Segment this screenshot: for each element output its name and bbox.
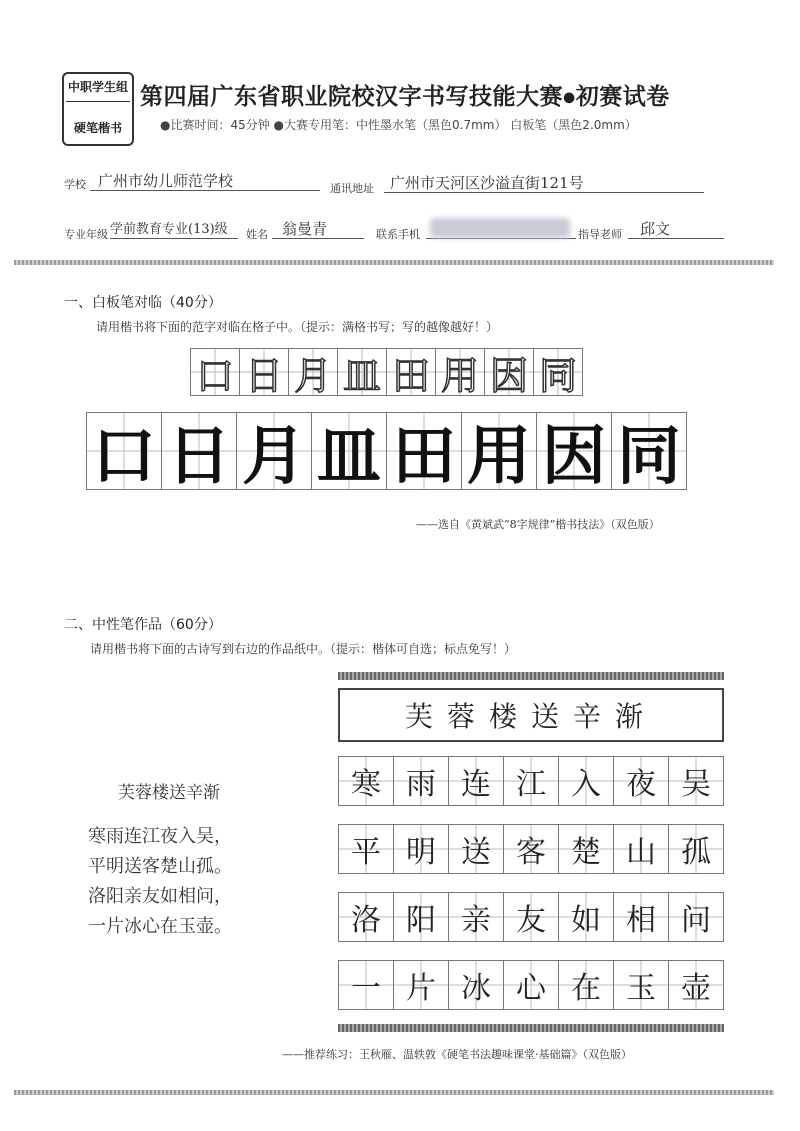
name-value: 翁曼青 — [282, 220, 328, 238]
name-label: 姓名 — [246, 228, 268, 241]
address-value: 广州市天河区沙溢直街121号 — [390, 174, 584, 192]
paper-title-box — [338, 688, 724, 742]
paper-cell: 入 — [558, 756, 614, 806]
paper-cell: 心 — [503, 960, 559, 1010]
poem-title: 芙蓉楼送辛渐 — [118, 783, 220, 803]
paper-row — [338, 756, 724, 806]
practice-cell: 月 — [288, 348, 338, 396]
paper-cell: 平 — [338, 824, 394, 874]
practice-cell: 用 — [435, 348, 485, 396]
practice-cell: 同 — [533, 348, 583, 396]
badge-bottom: 硬笔楷书 — [73, 121, 122, 135]
school-label: 学校 — [64, 178, 86, 191]
title-suffix: 初赛试卷 — [575, 84, 670, 110]
practice-grid — [190, 348, 582, 396]
major-value: 学前教育专业(13)级 — [110, 222, 228, 237]
major-field — [110, 216, 238, 239]
paper-cell: 洛 — [338, 892, 394, 942]
section2-hint: 请用楷书将下面的古诗写到右边的作品纸中。（提示：楷体可自选；标点免写！） — [90, 642, 517, 656]
poem-line: 寒雨连江夜入吴， — [88, 826, 232, 847]
major-label: 专业年级 — [64, 228, 108, 241]
paper-top-border — [338, 672, 724, 680]
phone-field — [426, 216, 576, 239]
section2-credit: ——推荐练习：王秋雁、温轶敦《硬笔书法趣味课堂·基础篇》（双色版） — [282, 1048, 632, 1061]
paper-row — [338, 892, 724, 942]
paper-row — [338, 960, 724, 1010]
paper-cell: 夜 — [613, 756, 669, 806]
page-title — [140, 78, 670, 111]
model-cell: 月 — [236, 412, 312, 490]
practice-cell: 因 — [484, 348, 534, 396]
teacher-label: 指导老师 — [578, 228, 622, 241]
model-cell: 皿 — [311, 412, 387, 490]
paper-cell: 山 — [613, 824, 669, 874]
practice-cell: 皿 — [337, 348, 387, 396]
paper-cell: 寒 — [338, 756, 394, 806]
paper-cell: 阳 — [393, 892, 449, 942]
model-cell: 同 — [611, 412, 687, 490]
section1-title: 一、白板笔对临（40分） — [64, 295, 222, 311]
paper-bottom-border — [338, 1024, 724, 1032]
title-main: 第四届广东省职业院校汉字书写技能大赛 — [140, 84, 563, 110]
practice-cell: 口 — [190, 348, 240, 396]
paper-cell: 客 — [503, 824, 559, 874]
paper-cell: 友 — [503, 892, 559, 942]
paper-cell: 如 — [558, 892, 614, 942]
bullet-dot-icon: ● — [563, 89, 576, 106]
paper-cell: 亲 — [448, 892, 504, 942]
paper-cell: 孤 — [668, 824, 724, 874]
address-label: 通讯地址 — [330, 182, 374, 195]
badge-top: 中职学生组 — [66, 78, 130, 102]
model-cell: 因 — [536, 412, 612, 490]
paper-cell: 连 — [448, 756, 504, 806]
section2-title: 二、中性笔作品（60分） — [64, 617, 222, 633]
redacted-phone — [430, 218, 570, 238]
paper-cell: 江 — [503, 756, 559, 806]
paper-cell: 楚 — [558, 824, 614, 874]
footer-divider — [14, 1090, 774, 1095]
model-grid — [86, 412, 686, 494]
poem-line: 平明送客楚山孤。 — [88, 856, 232, 877]
paper-cell: 吴 — [668, 756, 724, 806]
paper-cell: 明 — [393, 824, 449, 874]
name-field — [272, 216, 364, 239]
paper-cell: 一 — [338, 960, 394, 1010]
poem-line: 一片冰心在玉壶。 — [88, 916, 232, 937]
section1-hint: 请用楷书将下面的范字对临在格子中。（提示：满格书写；写的越像越好！） — [96, 320, 499, 334]
model-cell: 口 — [86, 412, 162, 490]
teacher-value: 邱文 — [640, 220, 671, 238]
exam-subtitle: ●比赛时间：45分钟 ●大赛专用笔：中性墨水笔（黑色0.7mm） 白板笔（黑色2.0mm） — [160, 118, 637, 132]
model-cell: 日 — [161, 412, 237, 490]
poem-line: 洛阳亲友如相问， — [88, 886, 232, 907]
paper-cell: 冰 — [448, 960, 504, 1010]
school-field — [90, 168, 320, 191]
practice-cell: 日 — [239, 348, 289, 396]
paper-cell: 送 — [448, 824, 504, 874]
model-cell: 田 — [386, 412, 462, 490]
paper-cell: 在 — [558, 960, 614, 1010]
paper-cell: 雨 — [393, 756, 449, 806]
practice-cell: 田 — [386, 348, 436, 396]
phone-label: 联系手机 — [376, 228, 420, 241]
school-value: 广州市幼儿师范学校 — [98, 172, 234, 190]
paper-cell: 片 — [393, 960, 449, 1010]
paper-cell: 壶 — [668, 960, 724, 1010]
section1-credit: ——选自《黄斌武“8字规律”楷书技法》（双色版） — [416, 518, 660, 531]
address-field — [384, 170, 704, 193]
category-badge — [62, 72, 134, 146]
paper-title: 芙蓉楼送辛渐 — [404, 700, 657, 733]
header-divider — [14, 260, 774, 265]
teacher-field — [628, 216, 724, 239]
paper-cell: 玉 — [613, 960, 669, 1010]
paper-row — [338, 824, 724, 874]
paper-cell: 相 — [613, 892, 669, 942]
paper-cell: 问 — [668, 892, 724, 942]
model-cell: 用 — [461, 412, 537, 490]
